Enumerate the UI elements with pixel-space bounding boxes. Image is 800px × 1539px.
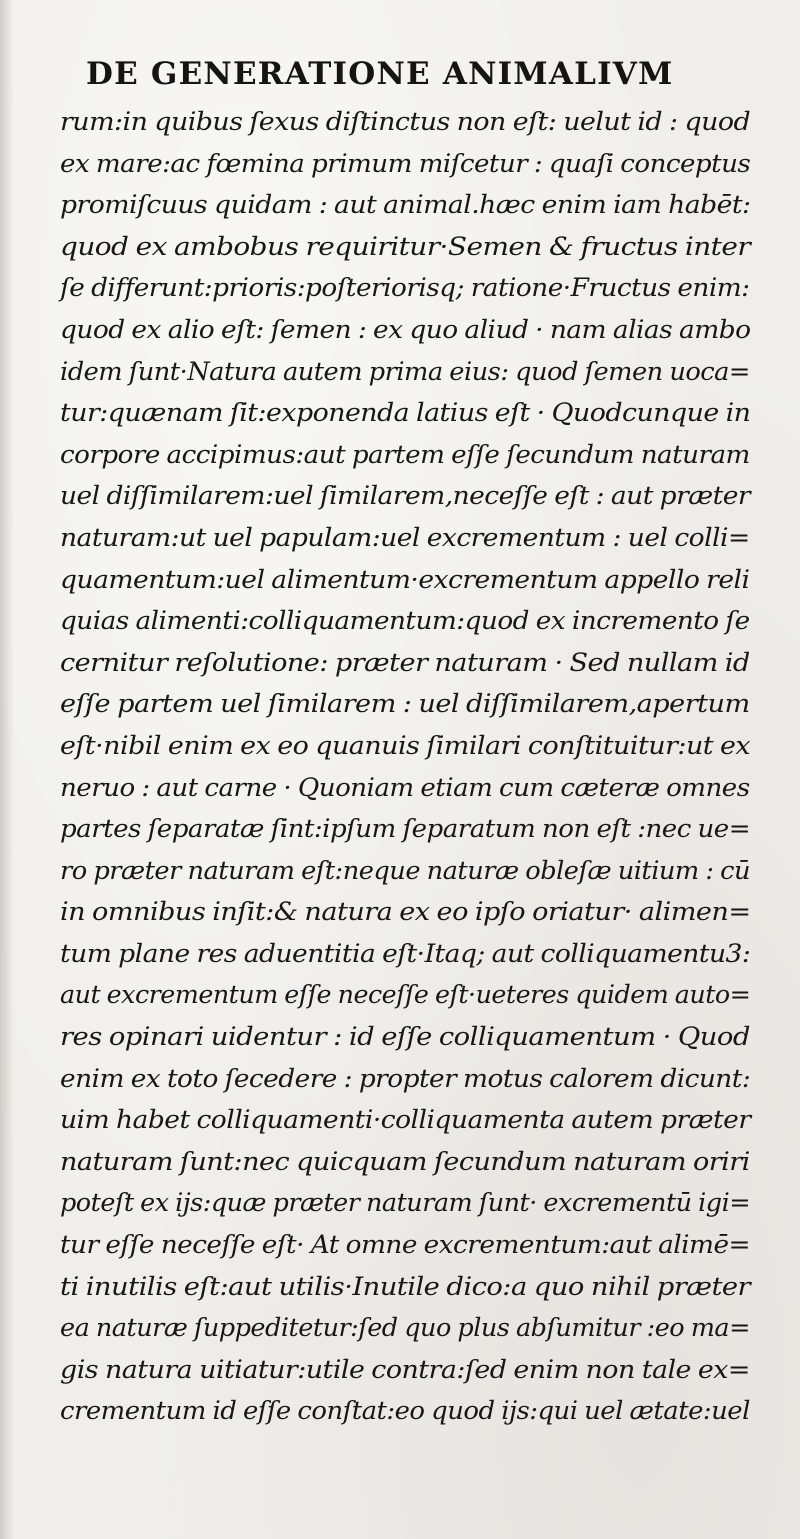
text-line: aut excrementum eſſe neceſſe eſt·ueteres quidem auto= — [60, 980, 751, 1010]
text-line: eſt·nibil enim ex eo quanuis ſimilari conſtituitur:ut ex — [60, 730, 751, 760]
text-line: tur eſſe neceſſe eſt· At omne excrementum:aut alimē= — [60, 1230, 751, 1260]
text-line: idem ſunt·Natura autem prima eius: quod ſemen uoca= — [60, 356, 750, 386]
text-line: poteſt ex ijs:quæ præter naturam ſunt· excrementū igi= — [60, 1188, 751, 1218]
text-line: promiſcuus quidam : aut animal.hæc enim iam habēt: — [60, 190, 751, 220]
text-line: in omnibus inſit:& natura ex eo ipſo oriatur· alimen= — [60, 897, 751, 927]
text-line: corpore accipimus:aut partem eſſe ſecundum naturam — [60, 439, 750, 469]
text-line: enim ex toto ſecedere : propter motus calorem dicunt: — [60, 1063, 751, 1093]
text-line: gis natura uitiatur:utile contra:ſed enim non tale ex= — [60, 1354, 750, 1384]
text-line: naturam ſunt:nec quicquam ſecundum naturam oriri — [60, 1146, 750, 1176]
text-line: res opinari uidentur : id eſſe colliquamentum · Quod — [60, 1022, 750, 1052]
text-line: quias alimenti:colliquamentum:quod ex incremento ſe — [60, 606, 750, 636]
text-line: quamentum:uel alimentum·excrementum appello reli — [60, 564, 750, 594]
text-line: quod ex ambobus requiritur·Semen & fructus inter — [60, 231, 751, 261]
text-line: ſe differunt:prioris:poſteriorisq; ratione·Fructus enim: — [60, 273, 750, 303]
text-line: ti inutilis eſt:aut utilis·Inutile dico:a quo nihil præter — [60, 1271, 751, 1301]
text-line: rum:in quibus ſexus diſtinctus non eſt: uelut id : quod — [60, 107, 751, 136]
text-line: uim habet colliquamenti·colliquamenta autem præter — [60, 1105, 751, 1135]
text-line: tum plane res aduentitia eſt·Itaq; aut colliquamentu3: — [60, 938, 751, 968]
text-line: tur:quænam ſit:exponenda latius eſt · Quodcunque in — [60, 398, 751, 428]
page-gutter-shadow — [0, 0, 14, 1539]
text-line: uel diſſimilarem:uel ſimilarem,neceſſe eſt : aut præter — [60, 481, 750, 511]
text-line: partes ſeparatæ ſint:ipſum ſeparatum non eſt :nec ue= — [60, 814, 751, 844]
text-line: neruo : aut carne · Quoniam etiam cum cæteræ omnes — [60, 772, 750, 802]
text-line: ro præter naturam eſt:neque naturæ obleſæ uitium : cū — [60, 855, 751, 885]
text-line: ea naturæ ſuppeditetur:ſed quo plus abſumitur :eo ma= — [60, 1313, 750, 1343]
running-title: DE GENERATIONE ANIMALIVM — [86, 56, 674, 92]
text-line: crementum id eſſe conſtat:eo quod ijs:qui uel ætate:uel — [60, 1396, 750, 1426]
text-line: quod ex alio eſt: ſemen : ex quo aliud · nam alias ambo — [60, 314, 751, 344]
text-line: eſſe partem uel ſimilarem : uel diſſimilarem,apertum — [60, 689, 750, 719]
text-line: cernitur reſolutione: præter naturam · Sed nullam id — [60, 647, 750, 677]
text-line: ex mare:ac fœmina primum miſcetur : quaſi conceptus — [60, 148, 751, 178]
body-text — [60, 101, 750, 1432]
text-line: naturam:ut uel papulam:uel excrementum : uel colli= — [60, 522, 750, 552]
